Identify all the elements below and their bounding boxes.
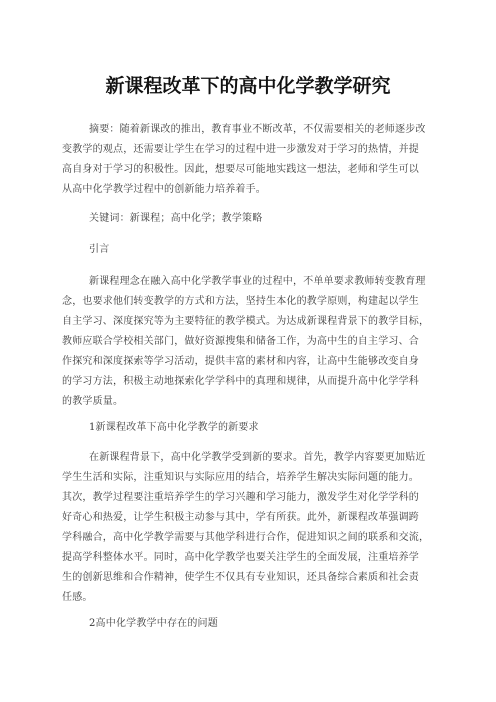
intro-line: 的学习方法，积极主动地探索化学学科中的真理和规律，从而提升高中化学学科 [62,376,419,387]
section-heading: 2高中化学教学中存在的问题 [89,618,218,629]
section1-line: 学生生活和实际，注重知识与实际应用的结合，培养学生解决实际问题的能力。 [62,472,419,483]
intro-line: 教师应联合学校相关部门，做好资源搜集和储备工作，为高中生的自主学习、合 [62,336,419,347]
abstract-line: 高自身对于学习的积极性。因此，想要尽可能地实践这一想法，老师和学生可以 [62,164,419,175]
abstract-line: 摘要：随着新课改的推出，教育事业不断改革，不仅需要相关的老师逐步改 [89,124,426,135]
page-title: 新课程改革下的高中化学教学研究 [105,75,391,97]
section1-line: 其次，教学过程要注重培养学生的学习兴趣和学习能力，激发学生对化学学科的 [62,492,419,503]
section1-line: 提高学科整体水平。同时，高中化学教学也要关注学生的全面发展，注重培养学 [62,552,419,563]
intro-line: 新课程理念在融入高中化学教学事业的过程中，不单单要求教师转变教育理 [89,276,426,287]
intro-line: 念，也要求他们转变教学的方式和方法，坚持生本化的教学原则，构建起以学生 [62,296,419,307]
section1-line: 好奇心和热爱，让学生积极主动参与其中，学有所获。此外，新课程改革强调跨 [62,512,419,523]
keywords-line: 关键词：新课程；高中化学；教学策略 [89,213,263,224]
intro-heading [0,240,496,260]
section1-line: 在新课程背景下，高中化学教学受到新的要求。首先，教学内容要更加贴近 [89,452,426,463]
intro-line: 的教学质量。 [62,396,124,407]
intro-line: 自主学习、深度探究等为主要特征的教学模式。为达成新课程背景下的教学目标， [62,316,430,327]
keywords [0,209,496,229]
intro-paragraph [0,272,496,412]
section1-paragraph [0,448,496,608]
intro-line: 作探究和深度探索等学习活动，提供丰富的素材和内容，让高中生能够改变自身 [62,356,419,367]
abstract-line: 变教学的观点，还需要让学生在学习的过程中进一步激发对于学习的热情，并提 [62,144,419,155]
section1-line: 任感。 [62,592,93,603]
section-heading: 引言 [89,244,110,255]
abstract-line: 从高中化学教学过程中的创新能力培养着手。 [62,184,266,195]
section1-line: 学科融合，高中化学教学需要与其他学科进行合作，促进知识之间的联系和交流， [62,532,430,543]
section1-line: 生的创新思维和合作精神，使学生不仅具有专业知识，还具备综合素质和社会责 [62,572,419,583]
section1-heading [0,418,496,438]
section-heading: 1新课程改革下高中化学教学的新要求 [89,422,259,433]
section2-heading [0,614,496,634]
abstract [0,120,496,200]
